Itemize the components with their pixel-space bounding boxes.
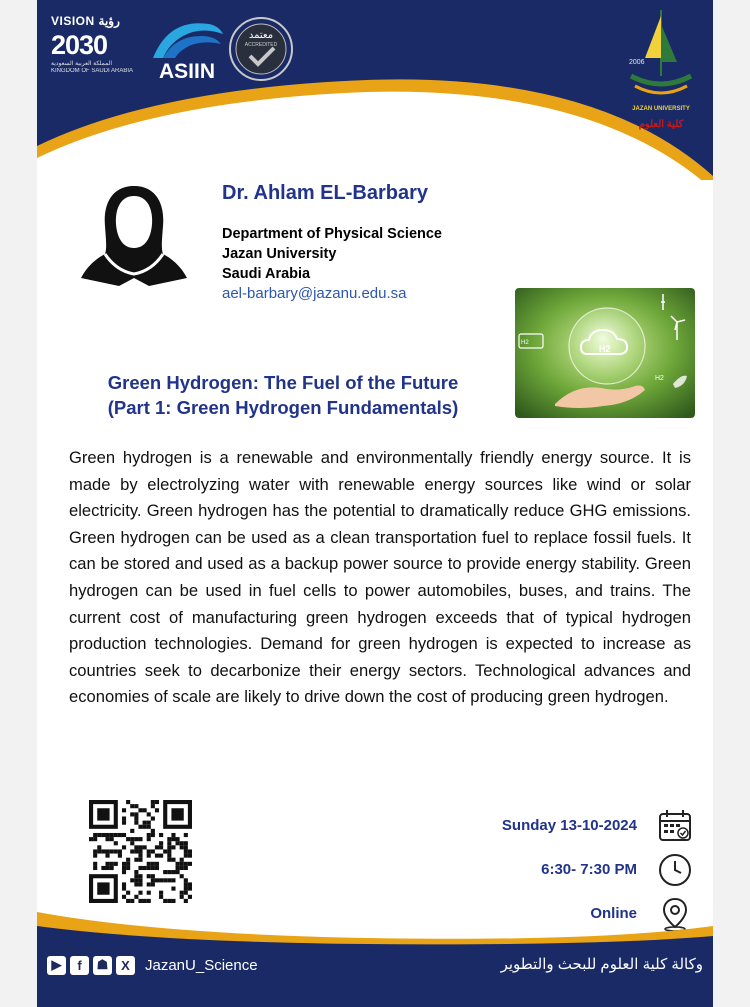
vision-kingdom-ar: المملكة العربية السعودية — [51, 61, 113, 67]
facebook-icon[interactable]: f — [70, 956, 89, 975]
calendar-icon — [657, 808, 693, 844]
talk-title-line2: (Part 1: Green Hydrogen Fundamentals) — [107, 397, 459, 418]
accredited-ar-text: معتمد — [248, 30, 274, 41]
clock-icon — [657, 852, 693, 888]
asiin-label: ASIIN — [158, 60, 215, 83]
event-date-row — [483, 808, 693, 852]
footer-arabic-text: وكالة كلية العلوم للبحث والتطوير — [500, 956, 703, 973]
vision-arabic: رؤية — [98, 14, 120, 28]
vision-year: 2030 — [51, 30, 108, 60]
event-mode: Online — [590, 905, 637, 922]
vision-2030-logo — [51, 14, 161, 84]
green-hydrogen-photo — [515, 288, 695, 418]
speaker-avatar-icon — [79, 182, 189, 294]
speaker-name: Dr. Ahlam EL-Barbary — [222, 182, 428, 204]
speaker-block — [222, 182, 442, 304]
accredited-seal — [228, 16, 294, 82]
flyer-page — [37, 0, 713, 1007]
talk-title-line1: Green Hydrogen: The Fuel of the Future — [107, 372, 459, 393]
event-time-row — [483, 852, 693, 896]
event-date: Sunday 13-10-2024 — [501, 817, 637, 834]
jazan-university-logo — [621, 6, 701, 136]
university-year: 2006 — [629, 59, 645, 66]
speaker-email-link[interactable]: ael-barbary@jazanu.edu.sa — [222, 285, 407, 302]
vision-label: VISION — [51, 14, 95, 28]
university-name-en: JAZAN UNIVERSITY — [632, 106, 690, 112]
asiin-wave-icon — [149, 14, 225, 62]
college-of-science-ar: كلية العلوم — [638, 119, 684, 130]
snapchat-icon[interactable]: ☗ — [93, 956, 112, 975]
asiin-logo — [149, 14, 225, 86]
photo-truck-label: H2 — [521, 340, 529, 346]
talk-abstract: Green hydrogen is a renewable and environmentally friendly energy source. It is made by electrolyzing water with renewable energy sources like wind or solar electricity. Green hydrogen has the potential to dramatically reduce GHG emissions. Green hydrogen can be used as a clean transportation fuel to replace fossil fuels. It can be stored and used as a backup power source to provide energy stability. Green hydrogen can be used in fuel cells to power automobiles, buses, and trains. The current cost of manufacturing green hydrogen exceeds that of typical hydrogen production technologies. Demand for green hydrogen is expected to increase as countries seek to decarbonize their energy sectors. Technological advances and economies of scale are likely to drive down the cost of producing green hydrogen. — [69, 448, 691, 707]
x-icon[interactable]: X — [116, 956, 135, 975]
vision-kingdom-en: KINGDOM OF SAUDI ARABIA — [51, 68, 134, 74]
talk-title — [53, 370, 513, 420]
youtube-icon[interactable]: ▶ — [47, 956, 66, 975]
qr-code[interactable] — [89, 800, 192, 903]
event-time: 6:30- 7:30 PM — [541, 861, 637, 878]
speaker-university: Jazan University — [222, 246, 337, 262]
photo-h2-small-label: H2 — [655, 375, 664, 382]
accredited-en-text: ACCREDITED — [244, 42, 278, 48]
speaker-country: Saudi Arabia — [222, 266, 311, 282]
photo-h2-label: H2 — [599, 344, 611, 354]
social-links — [47, 954, 258, 976]
speaker-department: Department of Physical Science — [222, 226, 442, 242]
social-handle[interactable]: JazanU_Science — [145, 956, 258, 974]
